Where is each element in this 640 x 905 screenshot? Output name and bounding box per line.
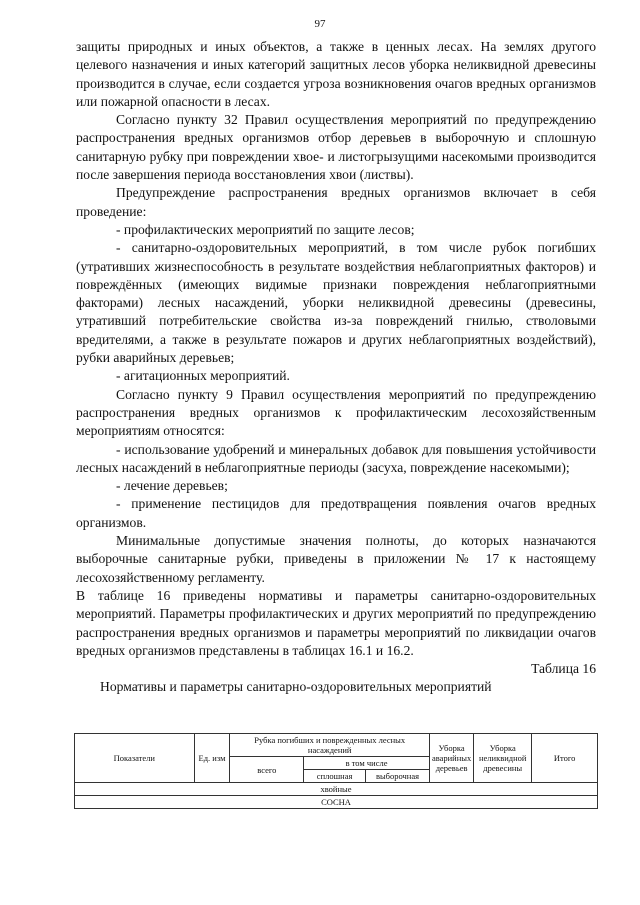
paragraph: Согласно пункту 32 Правил осуществления мероприятий по предупреждению распространения вредных организмов отбор деревьев в выборочную и сплошную санитарную рубку при повреждении хвое- и листогрызущими насекомыми производится после завершения периода восстановления хвои (листвы). [76,112,596,183]
list-item: - профилактических мероприятий по защите лесов; [116,221,415,237]
table-title: Нормативы и параметры санитарно-оздоровительных мероприятий [100,679,492,695]
paragraph: защиты природных и иных объектов, а также в ценных лесах. На землях другого целевого назначения и иных категорий защитных лесов уборка неликвидной древесины производится в случае, если создается угроза возникновения очагов вредных организмов или пожарной опасности в лесах. [76,39,596,109]
list-item: - лечение деревьев; [116,478,228,494]
list-item: - санитарно-оздоровительных мероприятий, в том числе рубок погибших (утративших жизнеспособность в результате воздействия неблагоприятных факторов) и повреждённых (имеющих видимые признаки повреждения неблагоприятными факторами) лесных насаждений, уборки неликвидной древесины (древесины, утративший потребительские свойства из-за повреждений гнилью, стволовыми вредителями, а также в результате пожаров и других неблагоприятных воздействий), рубки аварийных деревьев; [76,240,596,366]
page-number: 97 [314,18,326,30]
list-item: - применение пестицидов для предотвращения появления очагов вредных организмов. [76,496,596,530]
header-sum: Итого [532,734,598,783]
list-item: - агитационных мероприятий. [116,368,290,384]
table-label: Таблица 16 [531,661,596,677]
header-total-cut: всего [230,757,304,783]
body-text [76,38,596,697]
header-including: в том числе [304,757,430,770]
norms-table [74,733,598,809]
header-cut-group: Рубка погибших и поврежденных лесных насаждений [230,734,429,757]
header-emergency: Уборка аварийных деревьев [429,734,473,783]
paragraph: Согласно пункту 9 Правил осуществления мероприятий по предупреждению распространения вредных организмов к профилактическим лесохозяйственным мероприятиям относятся: [76,386,596,439]
header-unit: Ед. изм [194,734,230,783]
table-row-species: СОСНА [75,796,598,809]
header-clear: сплошная [304,770,366,783]
header-selective: выборочная [366,770,430,783]
paragraph: В таблице 16 приведены нормативы и параметры санитарно-оздоровительных мероприятий. Параметры профилактических и других мероприятий по предупреждению распространения вредных организмов и параметры мероприятий по ликвидации очагов вредных организмов представлены в таблицах 16.1 и 16.2. [76,587,596,658]
header-indicator: Показатели [75,734,195,783]
list-item: - использование удобрений и минеральных добавок для повышения устойчивости лесных насаждений в неблагоприятные периоды (засуха, повреждение насекомыми); [76,441,596,475]
header-illiquid: Уборка неликвидной древесины [474,734,532,783]
table-row-group: хвойные [75,783,598,796]
paragraph: Минимальные допустимые значения полноты, до которых назначаются выборочные санитарные рубки, приведены в приложении № 17 к настоящему лесохозяйственному регламенту. [76,533,596,585]
paragraph: Предупреждение распространения вредных организмов включает в себя проведение: [76,185,596,219]
